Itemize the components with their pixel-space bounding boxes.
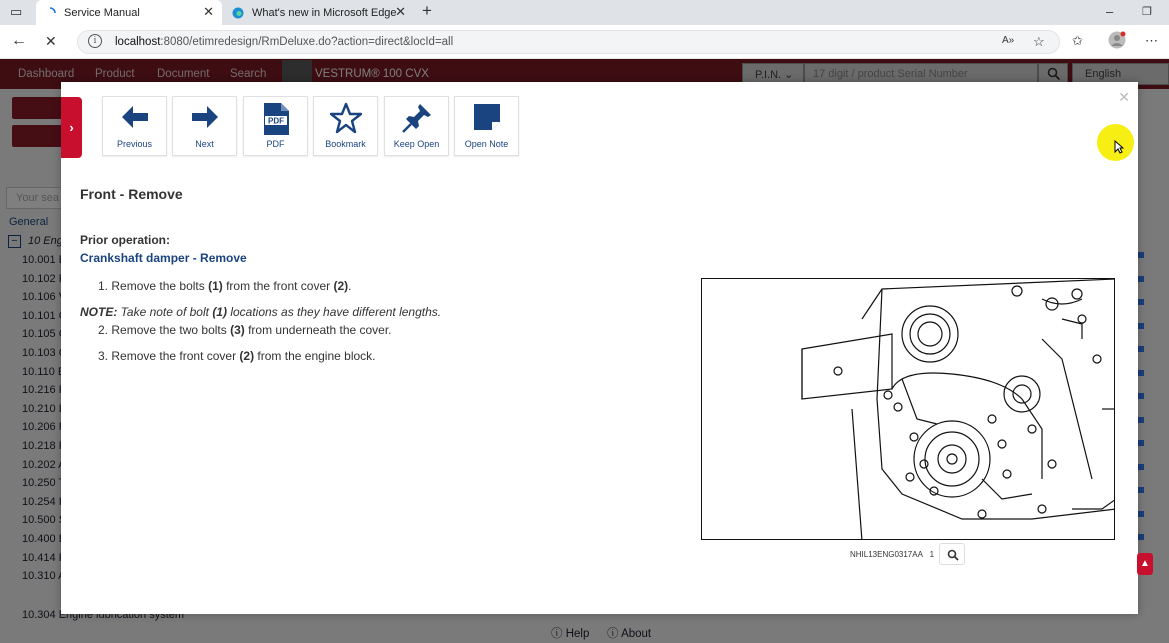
scroll-to-top-button[interactable] [1137, 553, 1153, 575]
open-note-button[interactable]: Open Note [454, 96, 519, 156]
step-3: 3. Remove the front cover (2) from the engine block. [98, 349, 376, 363]
arrow-left-icon [120, 102, 150, 132]
keep-open-button[interactable]: Keep Open [384, 96, 449, 156]
engine-illustration[interactable] [701, 278, 1115, 540]
back-icon[interactable]: ← [11, 32, 27, 49]
star-icon [330, 102, 362, 134]
site-info-icon[interactable]: i [88, 34, 102, 48]
minimize-icon[interactable]: – [1106, 4, 1114, 19]
previous-button[interactable]: Previous [102, 96, 167, 156]
maximize-icon[interactable]: ❐ [1142, 6, 1152, 18]
close-tab-icon[interactable]: ✕ [203, 4, 214, 19]
step-1: 1. Remove the bolts (1) from the front cover (2). [98, 279, 352, 293]
status-mark [1138, 276, 1144, 282]
url-text: localhost:8080/etimredesign/RmDeluxe.do?action=direct&locId=all [115, 36, 454, 48]
note-icon [472, 102, 502, 132]
loading-spinner-icon [44, 7, 56, 19]
more-menu-icon[interactable]: ⋯ [1145, 33, 1158, 48]
new-tab-icon[interactable]: + [422, 1, 432, 20]
procedure-modal [61, 82, 1138, 614]
zoom-figure-button[interactable] [939, 543, 965, 565]
read-aloud-icon[interactable]: A» [1002, 35, 1015, 46]
status-mark [1138, 346, 1144, 352]
pdf-file-icon [261, 102, 291, 136]
magnify-icon [947, 549, 959, 561]
status-mark [1138, 511, 1144, 517]
favorite-star-icon[interactable]: ☆ [1033, 34, 1045, 49]
status-mark [1138, 487, 1144, 493]
tab-title: What's new in Microsoft Edge [252, 6, 397, 19]
browser-tab-bar [0, 0, 1169, 25]
status-mark [1138, 323, 1144, 329]
profile-avatar-icon[interactable] [1108, 31, 1126, 52]
figure-caption: NHIL13ENG0317AA 1 [850, 550, 935, 559]
status-mark [1138, 534, 1144, 540]
tab-whats-new-edge[interactable] [224, 0, 414, 25]
pushpin-icon [401, 102, 433, 134]
chevron-right-icon: › [69, 120, 74, 135]
svg-text:PDF: PDF [267, 116, 284, 126]
mouse-pointer-icon [1114, 140, 1124, 154]
stop-loading-icon[interactable]: ✕ [45, 33, 57, 49]
tab-actions-icon[interactable]: ▭ [10, 4, 23, 19]
status-mark [1138, 440, 1144, 446]
close-modal-icon[interactable]: ✕ [1118, 89, 1130, 105]
engine-front-cover-drawing [702, 279, 1115, 540]
expand-sidebar-button[interactable] [61, 97, 82, 158]
close-tab-icon[interactable]: ✕ [395, 4, 406, 19]
favorites-icon[interactable]: ✩ [1072, 33, 1083, 48]
status-mark [1138, 252, 1144, 258]
status-mark [1138, 464, 1144, 470]
step-2: 2. Remove the two bolts (3) from underneath the cover. [98, 323, 392, 337]
procedure-title: Front - Remove [80, 186, 183, 202]
pdf-button[interactable]: PDF PDF [243, 96, 308, 156]
tab-title: Service Manual [64, 6, 140, 19]
bookmark-button[interactable]: Bookmark [313, 96, 378, 156]
address-bar [0, 25, 1169, 59]
prior-operation-label: Prior operation: [80, 233, 171, 247]
status-mark [1138, 417, 1144, 423]
chevron-up-icon: ▲ [1140, 558, 1150, 569]
edge-logo-icon [232, 7, 244, 19]
next-button[interactable]: Next [172, 96, 237, 156]
prior-operation-link[interactable]: Crankshaft damper - Remove [80, 251, 247, 265]
arrow-right-icon [190, 102, 220, 132]
status-mark [1138, 370, 1144, 376]
status-mark [1138, 299, 1144, 305]
status-mark [1138, 393, 1144, 399]
note-text: NOTE: Take note of bolt (1) locations as they have different lengths. [80, 305, 442, 319]
tab-service-manual[interactable] [36, 0, 222, 25]
url-field[interactable] [77, 30, 1060, 54]
